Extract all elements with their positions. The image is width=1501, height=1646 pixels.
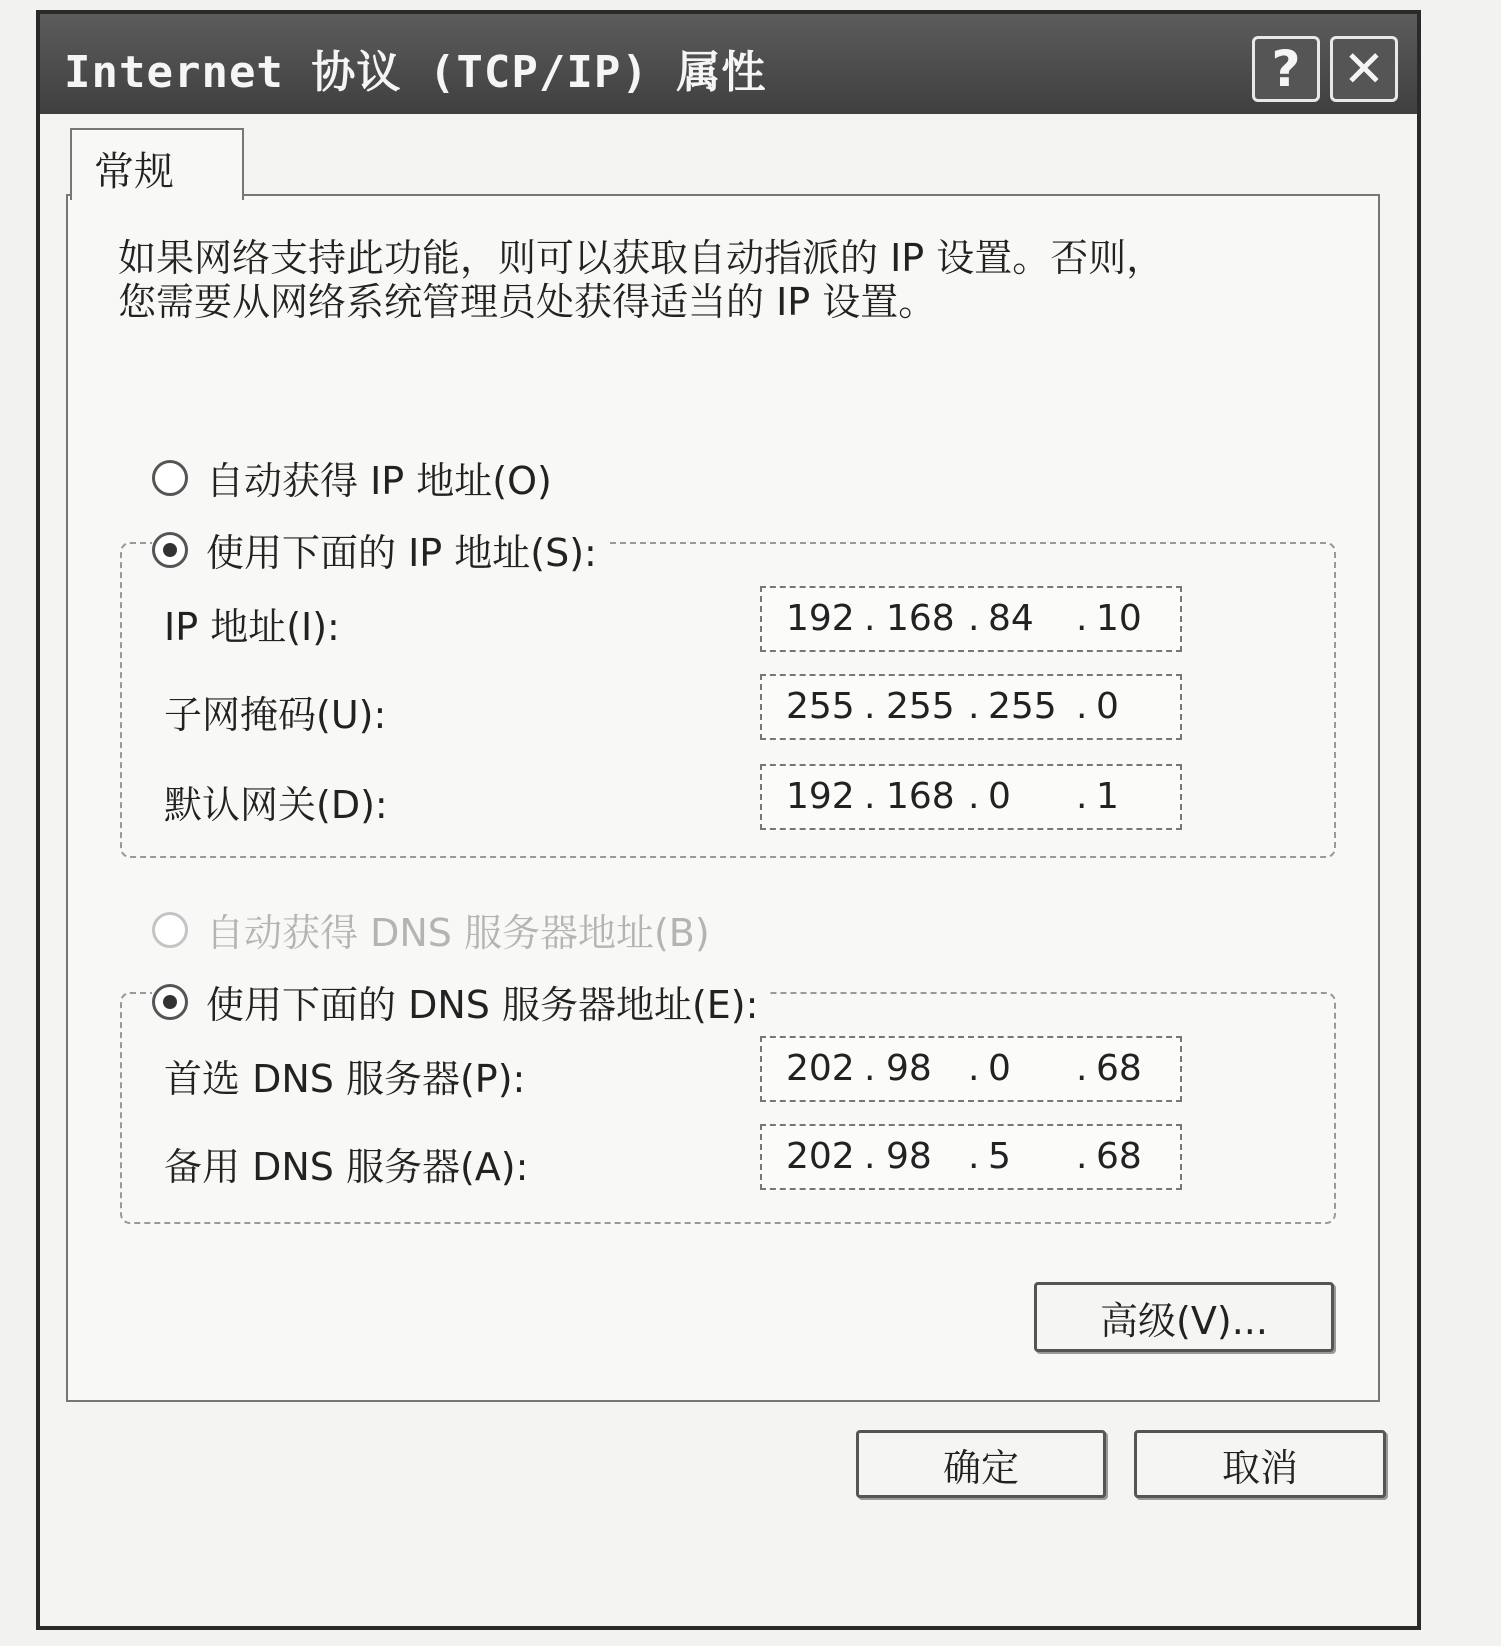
octet-dot: . bbox=[864, 686, 876, 727]
gateway-octet-2: 168 bbox=[886, 776, 955, 817]
octet-dot: . bbox=[1076, 776, 1088, 817]
subnet-mask-label: 子网掩码(U): bbox=[164, 693, 387, 737]
pdns-octet-1: 202 bbox=[786, 1048, 855, 1089]
radio-auto-ip[interactable] bbox=[152, 450, 552, 505]
radio-auto-dns-label: 自动获得 DNS 服务器地址(B) bbox=[206, 911, 710, 955]
ip-octet-1: 192 bbox=[786, 598, 855, 639]
gateway-octet-3: 0 bbox=[988, 776, 1011, 817]
radio-selected-icon[interactable] bbox=[152, 532, 188, 568]
tab-general[interactable]: 常规 bbox=[70, 128, 244, 200]
adns-octet-4: 68 bbox=[1096, 1136, 1142, 1177]
description-text bbox=[118, 236, 1164, 324]
preferred-dns-label: 首选 DNS 服务器(P): bbox=[164, 1057, 526, 1101]
default-gateway-label: 默认网关(D): bbox=[164, 783, 388, 827]
radio-manual-dns[interactable] bbox=[152, 974, 768, 1029]
cancel-button[interactable]: 取消 bbox=[1134, 1430, 1386, 1498]
octet-dot: . bbox=[1076, 686, 1088, 727]
octet-dot: . bbox=[864, 776, 876, 817]
octet-dot: . bbox=[1076, 1048, 1088, 1089]
pdns-octet-4: 68 bbox=[1096, 1048, 1142, 1089]
octet-dot: . bbox=[864, 598, 876, 639]
radio-manual-dns-label: 使用下面的 DNS 服务器地址(E): bbox=[206, 983, 759, 1027]
octet-dot: . bbox=[968, 1048, 980, 1089]
advanced-button[interactable]: 高级(V)... bbox=[1034, 1282, 1334, 1352]
adns-octet-1: 202 bbox=[786, 1136, 855, 1177]
ip-octet-2: 168 bbox=[886, 598, 955, 639]
alternate-dns-label: 备用 DNS 服务器(A): bbox=[164, 1145, 529, 1189]
mask-octet-4: 0 bbox=[1096, 686, 1119, 727]
ok-button[interactable]: 确定 bbox=[856, 1430, 1106, 1498]
ip-octet-3: 84 bbox=[988, 598, 1034, 639]
octet-dot: . bbox=[968, 1136, 980, 1177]
octet-dot: . bbox=[968, 776, 980, 817]
mask-octet-1: 255 bbox=[786, 686, 855, 727]
ip-address-input[interactable] bbox=[760, 586, 1182, 652]
subnet-mask-input[interactable] bbox=[760, 674, 1182, 740]
octet-dot: . bbox=[968, 686, 980, 727]
alternate-dns-input[interactable] bbox=[760, 1124, 1182, 1190]
help-button[interactable] bbox=[1252, 36, 1320, 102]
adns-octet-2: 98 bbox=[886, 1136, 932, 1177]
title-bar[interactable] bbox=[40, 14, 1417, 114]
pdns-octet-2: 98 bbox=[886, 1048, 932, 1089]
radio-auto-dns bbox=[152, 902, 710, 957]
description-line-2: 您需要从网络系统管理员处获得适当的 IP 设置。 bbox=[118, 280, 937, 324]
gateway-octet-4: 1 bbox=[1096, 776, 1119, 817]
mask-octet-3: 255 bbox=[988, 686, 1057, 727]
mask-octet-2: 255 bbox=[886, 686, 955, 727]
ip-address-label: IP 地址(I): bbox=[164, 605, 340, 649]
radio-auto-ip-label: 自动获得 IP 地址(O) bbox=[206, 459, 552, 503]
default-gateway-input[interactable] bbox=[760, 764, 1182, 830]
radio-manual-ip[interactable] bbox=[152, 522, 607, 577]
octet-dot: . bbox=[1076, 598, 1088, 639]
gateway-octet-1: 192 bbox=[786, 776, 855, 817]
ip-octet-4: 10 bbox=[1096, 598, 1142, 639]
radio-unselected-icon[interactable] bbox=[152, 460, 188, 496]
octet-dot: . bbox=[864, 1048, 876, 1089]
help-icon: ? bbox=[1271, 40, 1301, 98]
octet-dot: . bbox=[968, 598, 980, 639]
octet-dot: . bbox=[864, 1136, 876, 1177]
adns-octet-3: 5 bbox=[988, 1136, 1011, 1177]
description-line-1: 如果网络支持此功能，则可以获取自动指派的 IP 设置。否则， bbox=[118, 236, 1165, 280]
octet-dot: . bbox=[1076, 1136, 1088, 1177]
pdns-octet-3: 0 bbox=[988, 1048, 1011, 1089]
radio-manual-ip-label: 使用下面的 IP 地址(S): bbox=[206, 531, 597, 575]
close-icon: ✕ bbox=[1343, 40, 1385, 98]
radio-disabled-icon bbox=[152, 912, 188, 948]
close-button[interactable] bbox=[1330, 36, 1398, 102]
preferred-dns-input[interactable] bbox=[760, 1036, 1182, 1102]
radio-selected-icon[interactable] bbox=[152, 984, 188, 1020]
window-title: Internet 协议 (TCP/IP) 属性 bbox=[64, 47, 767, 98]
